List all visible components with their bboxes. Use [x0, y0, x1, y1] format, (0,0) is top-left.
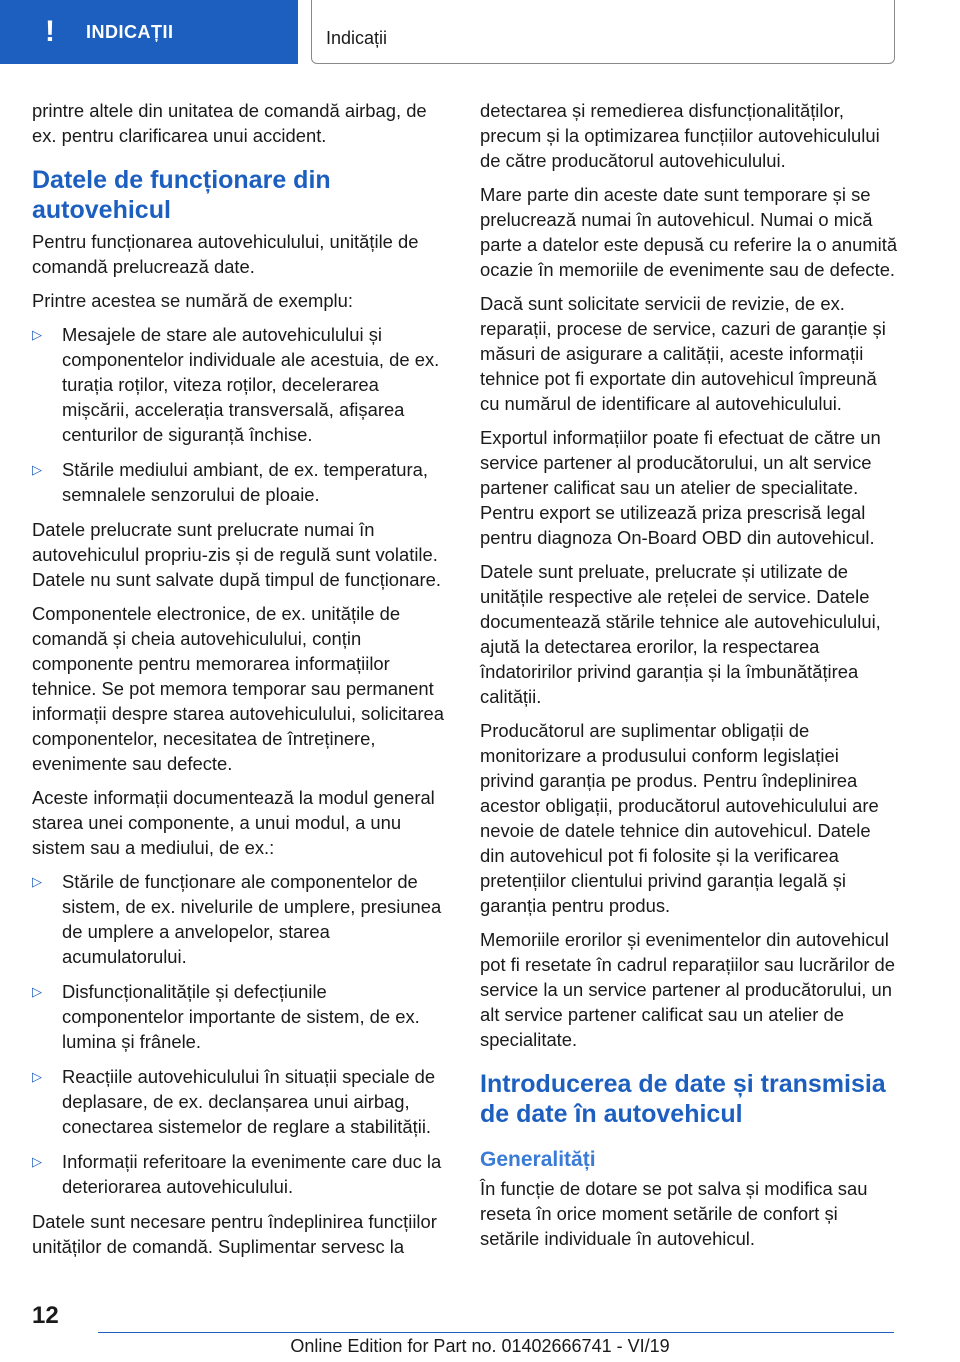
paragraph: Datele sunt necesare pentru îndeplinirea funcțiilor unităților de comandă. Suplimentar servesc la: [32, 1211, 437, 1257]
page-number: 12: [32, 1302, 59, 1329]
paragraph: printre altele din unitatea de comandă airbag, de ex. pentru clarificarea unui accident.: [32, 100, 427, 146]
list-item: ▷ Mesajele de stare ale autovehiculului și componentelor individuale ale acestuia, de ex. turația roților, viteza roților, decelerarea mișcării, accelerația transversală, afișarea centurilor de siguranță închise.: [32, 324, 440, 445]
list-item: ▷ Stările de funcționare ale componentelor de sistem, de ex. nivelurile de umplere, presiunea de umplere a anvelopelor, starea acumulatorului.: [32, 871, 442, 967]
triangle-bullet-icon: ▷: [32, 874, 42, 889]
section-heading: Datele de funcționare din autovehicul: [32, 166, 331, 224]
paragraph: Componentele electronice, de ex. unitățile de comandă și cheia autovehiculului, conțin componente pentru memorarea informațiilor tehnice. Se pot memora temporar sau permanent informații despre starea autovehiculului, solicitarea componentelor, necesitatea de întreținere, evenimente sau defecte.: [32, 603, 444, 774]
triangle-bullet-icon: ▷: [32, 327, 42, 342]
triangle-bullet-icon: ▷: [32, 462, 42, 477]
bullet-list: [32, 869, 450, 1199]
triangle-bullet-icon: ▷: [32, 1154, 42, 1169]
footer-divider: [98, 1332, 894, 1333]
paragraph: Dacă sunt solicitate servicii de revizie, de ex. reparații, procese de service, cazuri de garanție și măsuri de asigurare a calității, aceste informații tehnice pot fi exportate din autovehicul împreună cu numărul de identificare al autovehiculului.: [480, 293, 886, 414]
page-title-box: [311, 0, 895, 64]
list-item: ▷ Stările mediului ambiant, de ex. temperatura, semnalele senzorului de ploaie.: [32, 459, 428, 505]
paragraph: Pentru funcționarea autovehiculului, unitățile de comandă prelucrează date.: [32, 231, 419, 277]
list-item: ▷ Informații referitoare la evenimente care duc la deteriorarea autovehiculului.: [32, 1151, 442, 1197]
page-title: Indicații: [326, 28, 388, 48]
paragraph: Printre acestea se numără de exemplu:: [32, 290, 353, 311]
section-heading: Introducerea de date și transmisia de date în autovehicul: [480, 1070, 886, 1128]
triangle-bullet-icon: ▷: [32, 1069, 42, 1084]
section-tab: [0, 0, 298, 64]
footer-edition: Online Edition for Part no. 01402666741 - VI/19: [290, 1336, 670, 1356]
bullet-list: [32, 322, 450, 507]
paragraph: În funcție de dotare se pot salva și modifica sau reseta în orice moment setările de confort și setările individuale în autovehicul.: [480, 1178, 868, 1249]
paragraph: Producătorul are suplimentar obligații de monitorizare a produsului conform legislației privind garanția pe produs. Pentru îndeplinirea acestor obligații, producătorul autovehiculului are nevoie de datele tehnice din autovehicul. Datele din autovehicul pot fi folosite și la verificarea pretențiilor clientului privind garanția legală și garanția pentru produs.: [480, 720, 879, 916]
triangle-bullet-icon: ▷: [32, 984, 42, 999]
paragraph: detectarea și remedierea disfuncționalităților, precum și la optimizarea funcțiilor autovehiculului de către producătorul autovehiculului.: [480, 100, 880, 171]
list-item: ▷ Disfuncționalitățile și defecțiunile componentelor importante de sistem, de ex. lumina și frânele.: [32, 981, 420, 1052]
paragraph: Exportul informațiilor poate fi efectuat de către un service partener al producătorului, un alt service partener calificat sau un atelier de specialitate. Pentru export se utilizează priza prescrisă legal pentru diagnoza On-Board OBD din autovehicul.: [480, 427, 881, 548]
paragraph: Datele prelucrate sunt prelucrate numai în autovehiculul propriu-zis și de regulă sunt volatile. Datele nu sunt salvate după timpul de funcționare.: [32, 519, 441, 590]
exclamation-icon: !: [45, 15, 55, 48]
paragraph: Mare parte din aceste date sunt temporare și se prelucrează numai în autovehicul. Numai o mică parte a datelor este depusă cu referire la o anumită ocazie în memoriile de evenimente sau de defecte.: [480, 184, 898, 280]
paragraph: Aceste informații documentează la modul general starea unei componente, a unui modul, a unu sistem sau a mediului, de ex.:: [32, 787, 435, 858]
section-label: INDICAȚII: [86, 21, 174, 42]
paragraph: Memoriile erorilor și evenimentelor din autovehicul pot fi resetate în cadrul reparațiilor sau lucrărilor de service la un service partener al producătorului, un alt service partener calificat sau un atelier de specialitate.: [480, 929, 896, 1050]
right-column: [480, 98, 898, 1260]
subsection-heading: Generalități: [480, 1148, 596, 1171]
left-column: [32, 98, 450, 1268]
list-item: ▷ Reacțiile autovehiculului în situații speciale de deplasare, de ex. declanșarea unui airbag, conectarea sistemelor de reglare a stabilității.: [32, 1066, 436, 1137]
paragraph: Datele sunt preluate, prelucrate și utilizate de unitățile respective ale rețelei de service. Datele documentează stările tehnice ale autovehiculului, ajută la detectarea erorilor, la respectarea îndatoririlor privind garanția și la îmbunătățirea calității.: [480, 561, 881, 707]
